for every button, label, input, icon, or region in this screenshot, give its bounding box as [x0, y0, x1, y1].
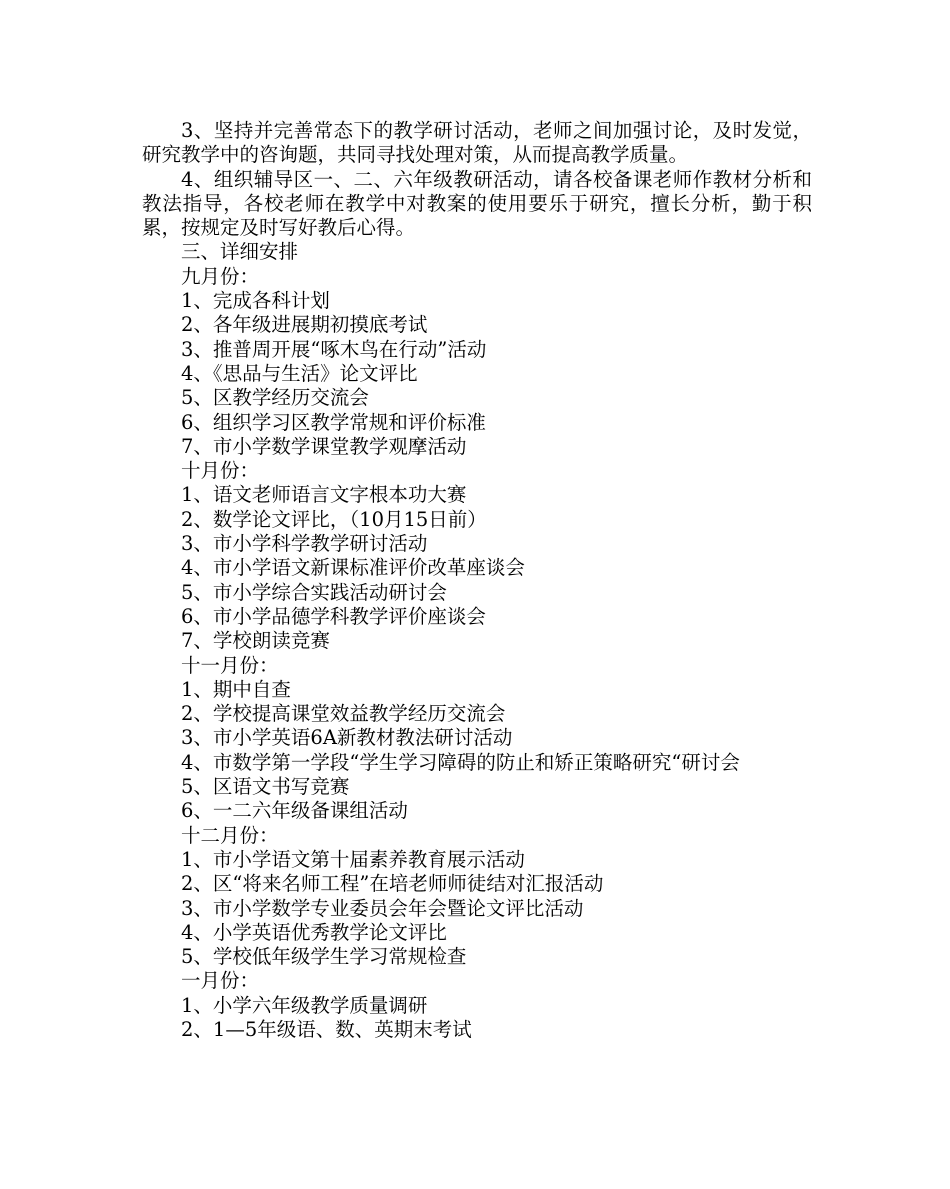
month-title: 十月份：	[181, 459, 260, 483]
month-title: 十二月份：	[181, 823, 279, 847]
paragraph: 3、坚持并完善常态下的教学研讨活动，老师之间加强讨论，及时发觉，研究教学中的咨询题，共同寻找处理对策，从而提高教学质量。	[142, 119, 812, 167]
paragraph: 4、组织辅导区一、二、六年级教研活动，请各校备课老师作教材分析和教法指导，各校老师在教学中对教案的使用要乐于研究，擅长分析，勤于积累，按规定及时写好教后心得。	[142, 167, 812, 240]
list-item: 1、市小学语文第十届素养教育展示活动	[181, 847, 525, 871]
document-page	[142, 119, 812, 1042]
list-item: 6、组织学习区教学常规和评价标准	[181, 410, 486, 434]
list-item: 2、各年级进展期初摸底考试	[181, 313, 428, 337]
list-item: 1、小学六年级教学质量调研	[181, 993, 428, 1017]
month-september	[142, 265, 812, 459]
list-item: 4、《思品与生活》论文评比	[181, 361, 418, 385]
list-item: 1、语文老师语言文字根本功大赛	[181, 483, 467, 507]
month-november	[142, 654, 812, 824]
list-item: 2、数学论文评比，（10月15日前）	[181, 507, 487, 531]
list-item: 3、市小学数学专业委员会年会暨论文评比活动	[181, 896, 584, 920]
list-item: 5、区教学经历交流会	[181, 386, 369, 410]
list-item: 4、市小学语文新课标准评价改革座谈会	[181, 556, 525, 580]
month-title: 十一月份：	[181, 653, 279, 677]
list-item: 4、市数学第一学段“学生学习障碍的防止和矫正策略研究“研讨会	[181, 750, 740, 774]
list-item: 5、学校低年级学生学习常规检查	[181, 945, 467, 969]
list-item: 3、市小学英语6A新教材教法研讨活动	[181, 726, 513, 750]
list-item: 4、小学英语优秀教学论文评比	[181, 920, 447, 944]
month-title: 一月份：	[181, 969, 260, 993]
section-heading: 三、详细安排	[181, 240, 299, 264]
list-item: 1、完成各科计划	[181, 289, 330, 313]
list-item: 5、市小学综合实践活动研讨会	[181, 580, 447, 604]
list-item: 6、一二六年级备课组活动	[181, 799, 408, 823]
list-item: 6、市小学品德学科教学评价座谈会	[181, 604, 486, 628]
list-item: 1、期中自查	[181, 677, 291, 701]
month-december	[142, 824, 812, 970]
list-item: 2、学校提高课堂效益教学经历交流会	[181, 702, 506, 726]
list-item: 3、推普周开展“啄木鸟在行动”活动	[181, 337, 487, 361]
list-item: 7、学校朗读竞赛	[181, 629, 330, 653]
list-item: 7、市小学数学课堂教学观摩活动	[181, 434, 467, 458]
month-january	[142, 969, 812, 1042]
list-item: 5、区语文书写竞赛	[181, 775, 350, 799]
month-october	[142, 459, 812, 653]
list-item: 2、1—5年级语、数、英期末考试	[181, 1017, 472, 1041]
list-item: 3、市小学科学教学研讨活动	[181, 532, 428, 556]
list-item: 2、区“将来名师工程”在培老师师徒结对汇报活动	[181, 872, 604, 896]
month-title: 九月份：	[181, 264, 260, 288]
